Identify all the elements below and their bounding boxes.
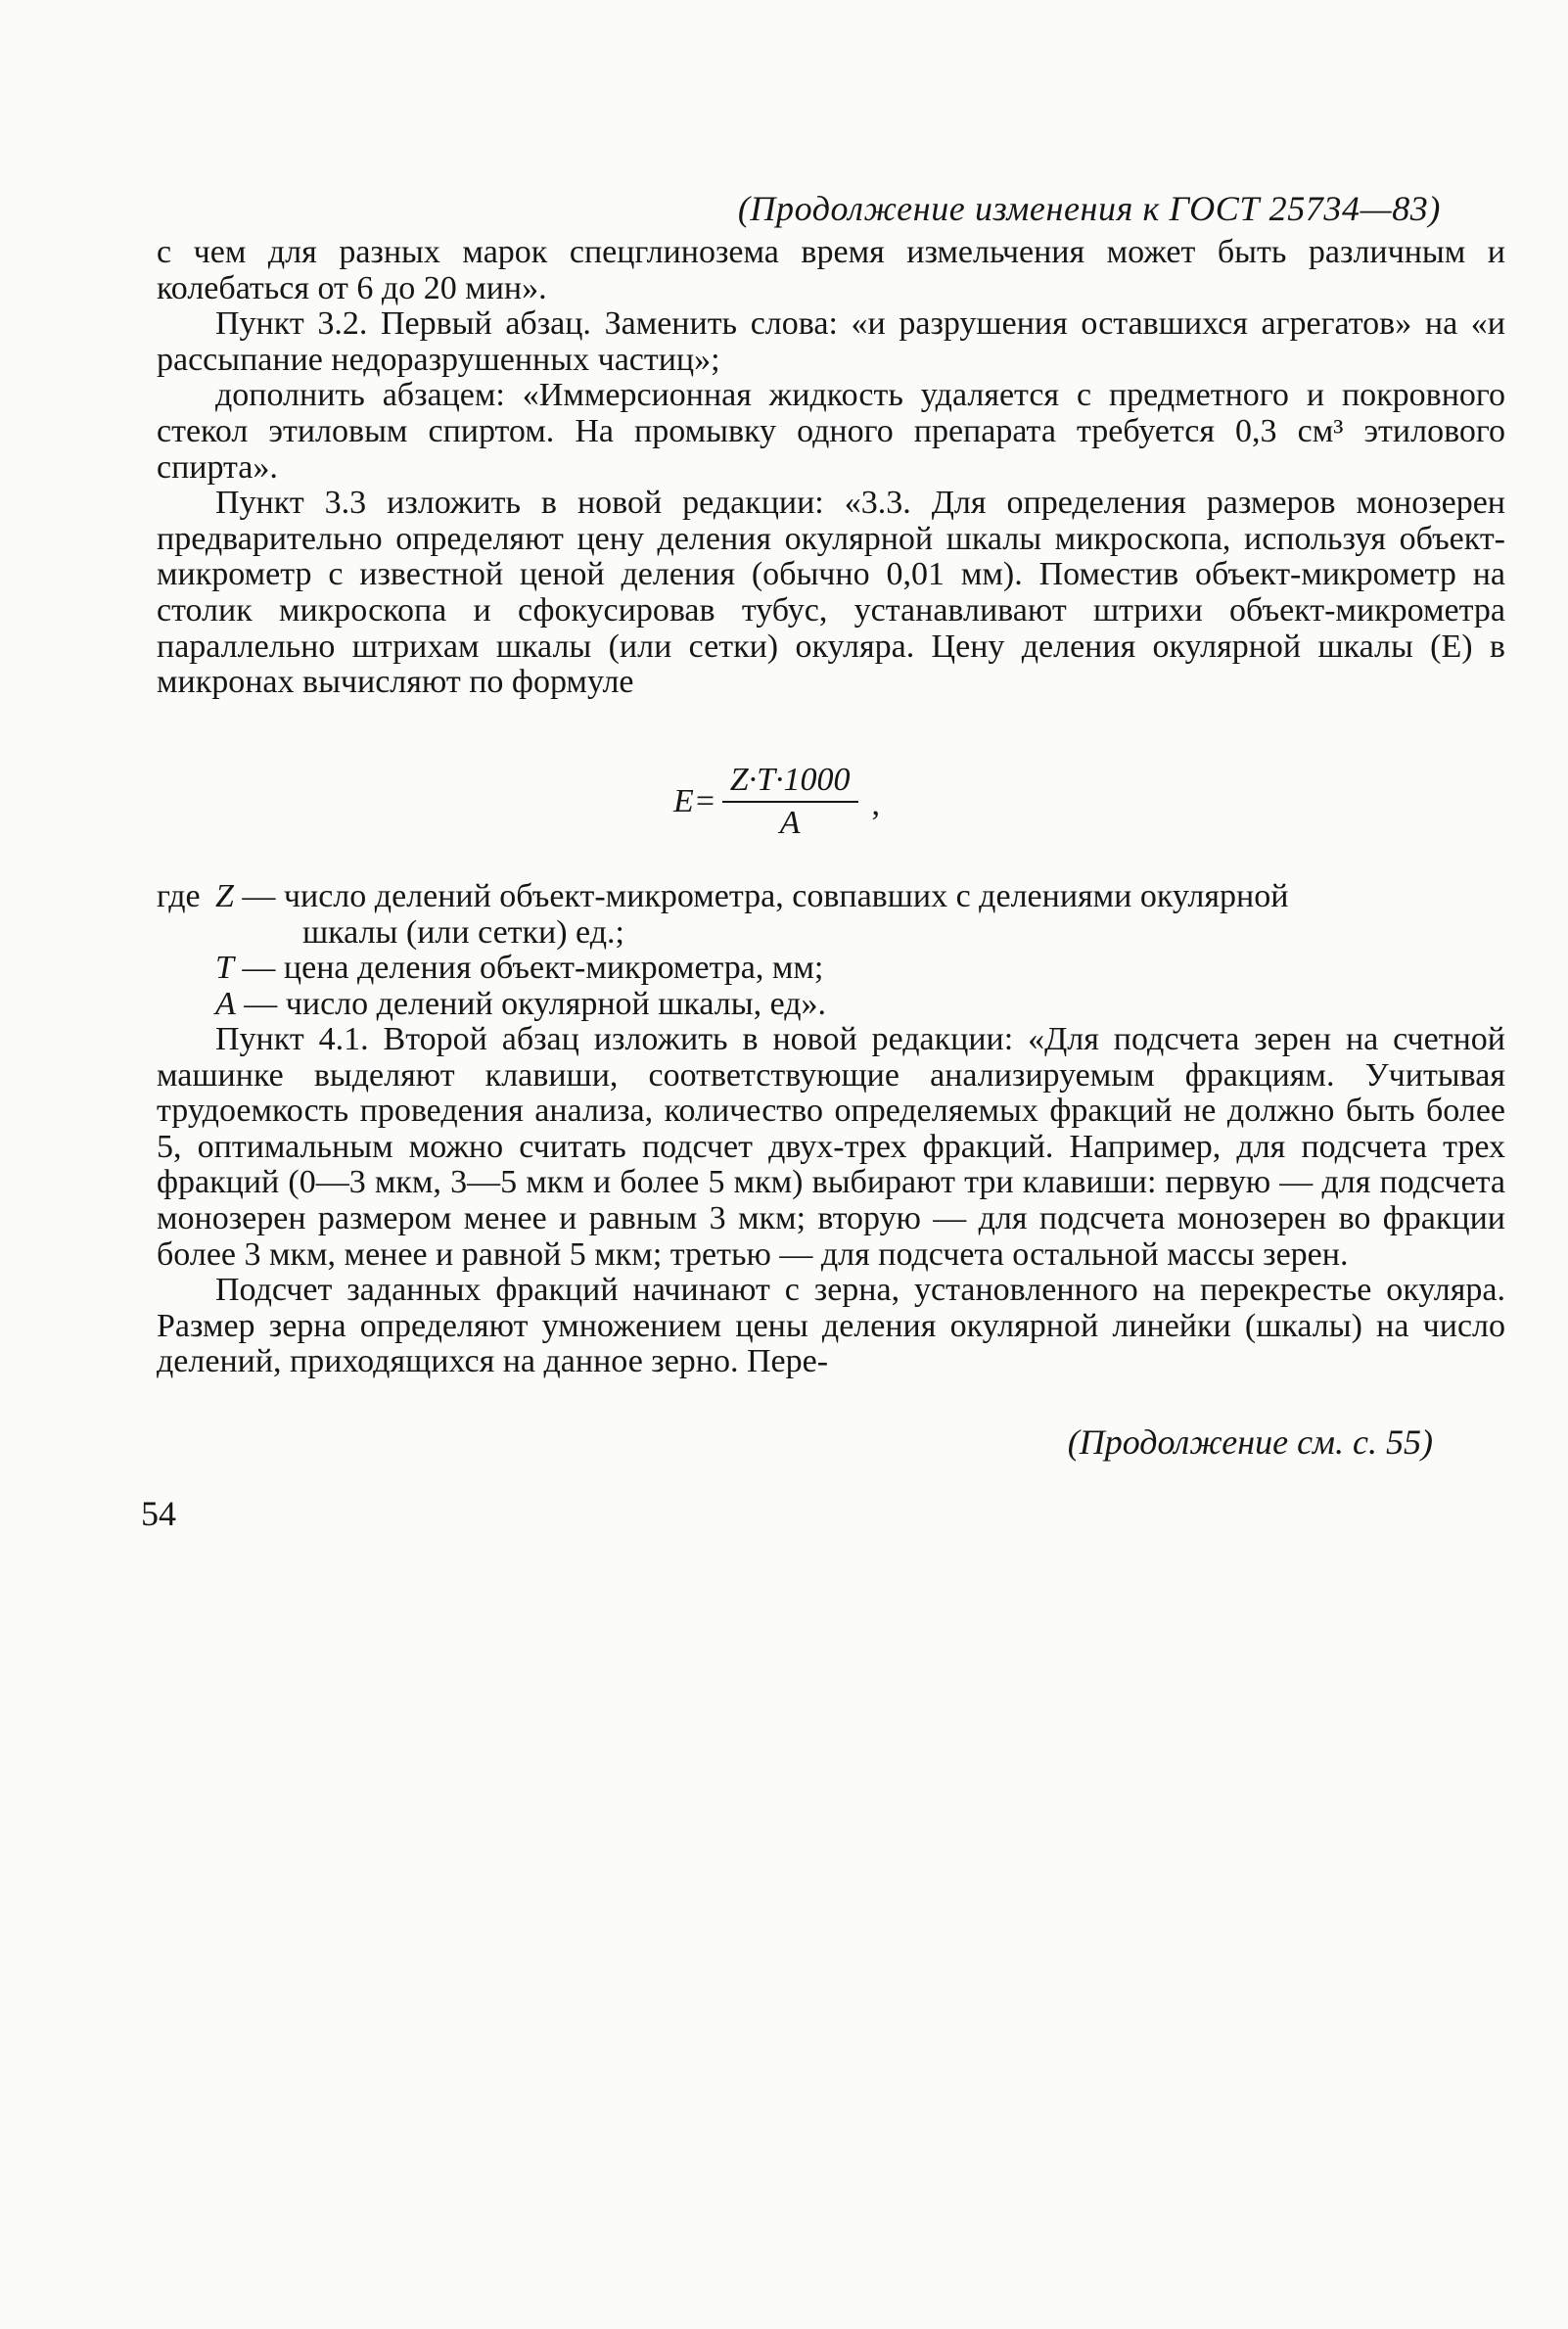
- definition-t: [157, 951, 1505, 987]
- paragraph: Пункт 3.3 изложить в новой редакции: «3.3. Для определения размеров монозерен предварительно определяют цену деления окулярной шкалы микроскопа, используя объект-микрометр с известной ценой деления (обычно 0,01 мм). Поместив объект-микрометр на столик микроскопа и сфокусировав тубус, устанавливают штрихи объект-микрометра параллельно штрихам шкалы (или сетки) окуляра. Цену деления окулярной шкалы (E) в микронах вычисляют по формуле: [157, 485, 1505, 701]
- definition-t-text: — цена деления объект-микрометра, мм;: [242, 950, 824, 987]
- definition-a-text: — число делений окулярной шкалы, ед».: [244, 985, 827, 1022]
- definitions-lead: где: [157, 878, 201, 914]
- formula-definitions: [157, 879, 1505, 1022]
- main-text-continued: [157, 1022, 1505, 1380]
- variable-t: T: [215, 950, 234, 987]
- formula-numerator-text: Z·T·1000: [729, 762, 851, 798]
- formula-denominator: [780, 803, 801, 842]
- formula-denominator-text: A: [779, 805, 801, 841]
- page-number: 54: [141, 1494, 176, 1533]
- definition-z-text: — число делений объект-микрометра, совпавших с делениями окулярной: [242, 878, 1289, 914]
- continuation-header: (Продолжение изменения к ГОСТ 25734—83): [737, 189, 1441, 228]
- continuation-footer: (Продолжение см. с. 55): [1067, 1422, 1433, 1462]
- formula-lhs: E=: [673, 783, 716, 819]
- definition-z-continued: шкалы (или сетки) ед.;: [302, 913, 624, 951]
- formula: [673, 762, 880, 842]
- formula-numerator: [722, 762, 858, 803]
- definition-a: [157, 987, 1505, 1023]
- variable-z: Z: [215, 878, 234, 914]
- paragraph: Подсчет заданных фракций начинают с зерна, установленного на перекрестье окуляра. Размер зерна определяют умножением цены деления окулярной линейки (шкалы) на число делений, приходящихся на данное зерно. Пере-: [157, 1272, 1505, 1380]
- paragraph: дополнить абзацем: «Иммерсионная жидкость удаляется с предметного и покровного стекол этиловым спиртом. На промывку одного препарата требуется 0,3 см³ этилового спирта».: [157, 377, 1505, 486]
- paragraph: Пункт 3.2. Первый абзац. Заменить слова: «и разрушения оставшихся агрегатов» на «и рассыпание недоразрушенных частиц»;: [157, 305, 1505, 378]
- definition-z-line: [215, 879, 1288, 915]
- main-text: [157, 235, 1505, 701]
- paragraph: Пункт 4.1. Второй абзац изложить в новой редакции: «Для подсчета зерен на счетной машинке выделяют клавиши, соответствующие анализируемым фракциям. Учитывая трудоемкость проведения анализа, количество определяемых фракций не должно быть более 5, оптимальным можно считать подсчет двух-трех фракций. Например, для подсчета трех фракций (0—3 мкм, 3—5 мкм и более 5 мкм) выбирают три клавиши: первую — для подсчета монозерен размером менее и равным 3 мкм; вторую — для подсчета монозерен во фракции более 3 мкм, менее и равной 5 мкм; третью — для подсчета остальной массы зерен.: [157, 1021, 1505, 1273]
- definition-z: [157, 879, 1505, 915]
- variable-a: A: [215, 985, 236, 1022]
- formula-punctuation: ,: [871, 786, 881, 822]
- formula-fraction: [722, 762, 858, 842]
- paragraph: с чем для разных марок спецглинозема время измельчения может быть различным и колебаться от 6 до 20 мин».: [157, 234, 1505, 306]
